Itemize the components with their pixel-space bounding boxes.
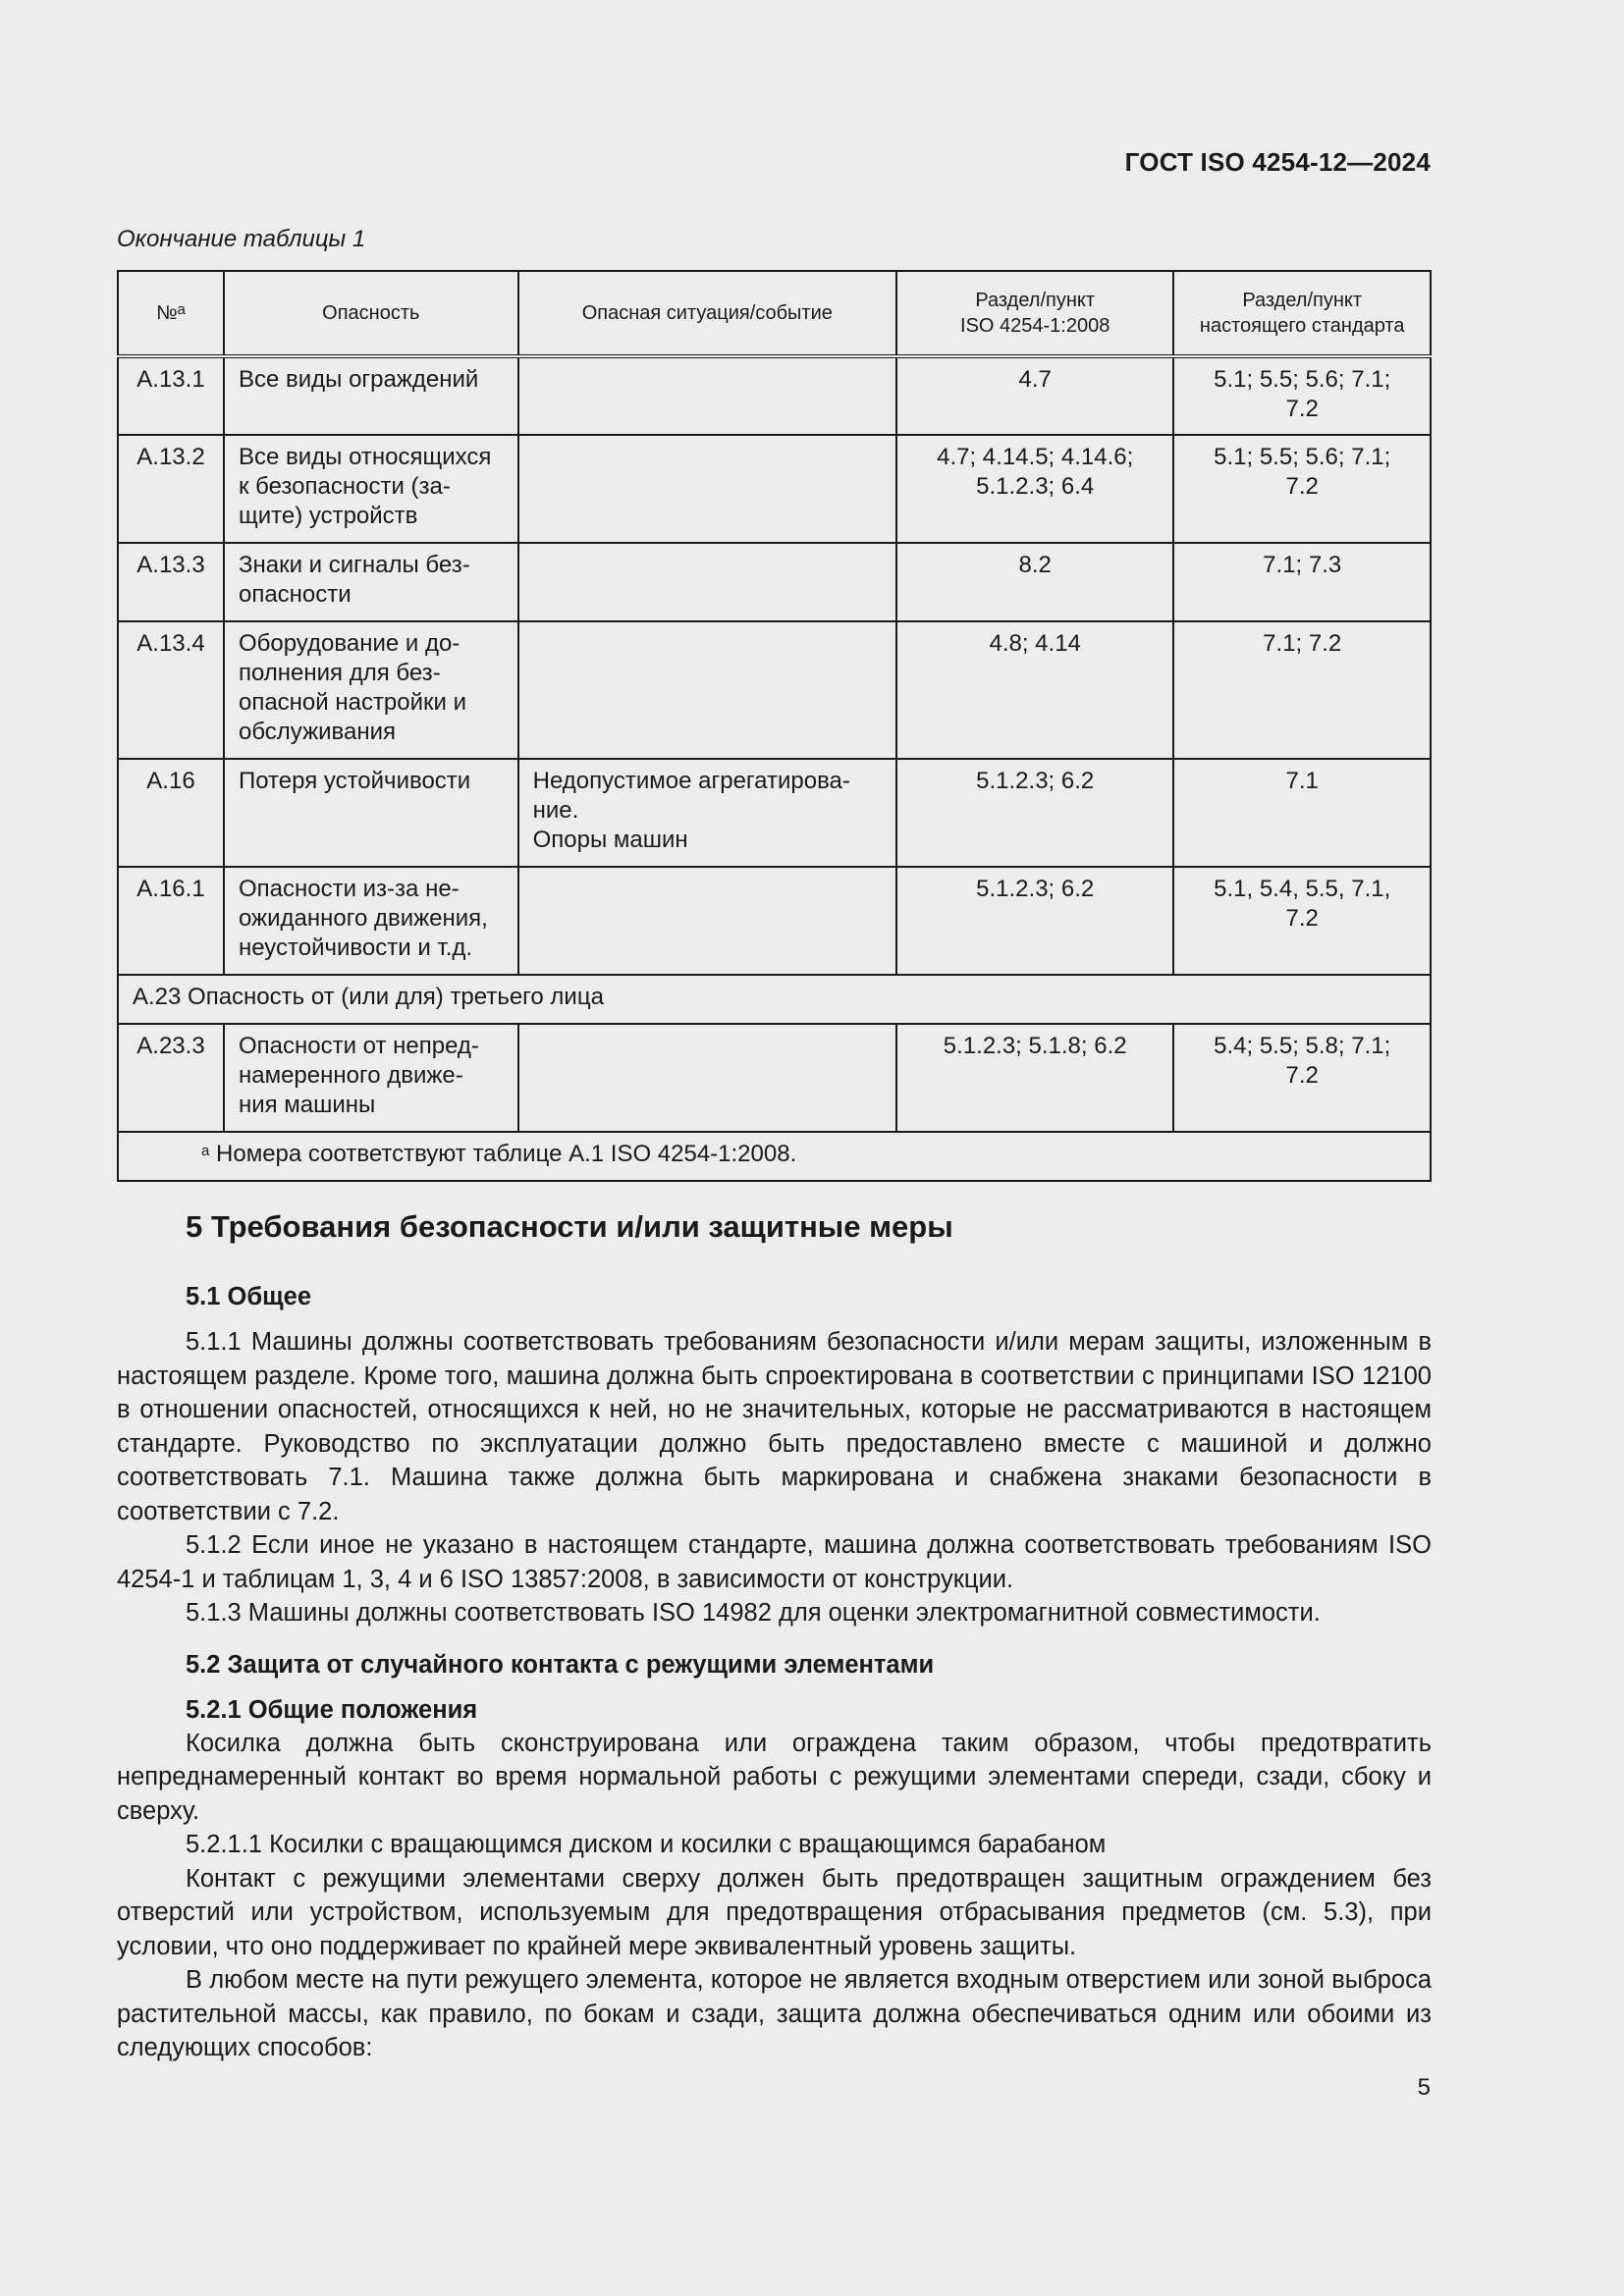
- col-header-hazard: Опасность: [224, 271, 518, 356]
- cell-situation: [518, 1024, 896, 1132]
- cell-std-clause: 7.1; 7.3: [1173, 543, 1431, 621]
- col-header-std-clause: Раздел/пункт настоящего стандарта: [1173, 271, 1431, 356]
- cell-hazard: Оборудование и до- полнения для без- опасной настройки и обслуживания: [224, 621, 518, 759]
- cell-situation: [518, 867, 896, 975]
- table-row: [118, 543, 1431, 621]
- paragraph-5-2-1-1-a: Контакт с режущими элементами сверху должен быть предотвращен защитным ограждением без отверстий или устройством, используемым для предотвращения отбрасывания предметов (см. 5.3), при условии, что оно поддерживает по крайней мере эквивалентный уровень защиты.: [117, 1864, 1432, 1960]
- cell-hazard: Все виды ограждений: [224, 356, 518, 435]
- paragraph-5-2-1-1-b: В любом месте на пути режущего элемента, которое не является входным отверстием или зоной выброса растительной массы, как правило, по бокам и сзади, защита должна обеспечиваться одним или обоими из следующих способов:: [117, 1966, 1432, 2061]
- table-header-row: [118, 271, 1431, 356]
- cell-num: А.13.2: [118, 435, 224, 543]
- cell-std-clause: 7.1: [1173, 759, 1431, 867]
- cell-num: А.16.1: [118, 867, 224, 975]
- cell-iso-clause: 5.1.2.3; 6.2: [896, 759, 1173, 867]
- section-5-title: 5 Требования безопасности и/или защитные меры: [186, 1209, 953, 1244]
- cell-std-clause: 5.1; 5.5; 5.6; 7.1; 7.2: [1173, 435, 1431, 543]
- paragraph-5-2-1: Косилка должна быть сконструирована или ограждена таким образом, чтобы предотвратить непреднамеренный контакт во время нормальной работы с режущими элементами спереди, сзади, сбоку и сверху.: [117, 1729, 1432, 1825]
- section-heading-cell: А.23 Опасность от (или для) третьего лица: [118, 975, 1431, 1024]
- cell-std-clause: 5.4; 5.5; 5.8; 7.1; 7.2: [1173, 1024, 1431, 1132]
- cell-situation: Недопустимое агрегатирова- ние. Опоры машин: [518, 759, 896, 867]
- table-row: [118, 867, 1431, 975]
- cell-hazard: Знаки и сигналы без- опасности: [224, 543, 518, 621]
- col-header-situation: Опасная ситуация/событие: [518, 271, 896, 356]
- hazards-table: [117, 270, 1432, 1182]
- cell-iso-clause: 5.1.2.3; 6.2: [896, 867, 1173, 975]
- paragraph-5-1-1: 5.1.1 Машины должны соответствовать требованиям безопасности и/или мерам защиты, изложенным в настоящем разделе. Кроме того, машина должна быть спроектирована в соответствии с принципами ISO 12100 в отношении опасностей, относящихся к ней, но не значительных, которые не рассматриваются в настоящем стандарте. Руководство по эксплуатации должно быть предоставлено вместе с машиной и должно соответствовать 7.1. Машина также должна быть маркирована и снабжена знаками безопасности в соответствии с 7.2.: [117, 1328, 1432, 1525]
- section-5-2-1-title: 5.2.1 Общие положения: [186, 1695, 478, 1724]
- cell-iso-clause: 8.2: [896, 543, 1173, 621]
- cell-hazard: Потеря устойчивости: [224, 759, 518, 867]
- cell-hazard: Опасности из-за не- ожиданного движения, неустойчивости и т.д.: [224, 867, 518, 975]
- cell-hazard: Все виды относящихся к безопасности (за- щите) устройств: [224, 435, 518, 543]
- section-5-body: [117, 1196, 1432, 2065]
- cell-iso-clause: 5.1.2.3; 5.1.8; 6.2: [896, 1024, 1173, 1132]
- section-5-1-title: 5.1 Общее: [186, 1283, 311, 1310]
- paragraph-5-1-2: 5.1.2 Если иное не указано в настоящем стандарте, машина должна соответствовать требованиям ISO 4254-1 и таблицам 1, 3, 4 и 6 ISO 13857:2008, в зависимости от конструкции.: [117, 1531, 1432, 1593]
- cell-std-clause: 5.1, 5.4, 5.5, 7.1, 7.2: [1173, 867, 1431, 975]
- table-footnote-row: [118, 1132, 1431, 1181]
- page-number: 5: [1417, 2074, 1431, 2101]
- cell-num: А.13.4: [118, 621, 224, 759]
- col-header-iso-clause: Раздел/пункт ISO 4254-1:2008: [896, 271, 1173, 356]
- cell-situation: [518, 435, 896, 543]
- cell-situation: [518, 356, 896, 435]
- cell-num: А.23.3: [118, 1024, 224, 1132]
- cell-std-clause: 7.1; 7.2: [1173, 621, 1431, 759]
- table-footnote: $^a$ Номера соответствуют таблице А.1 ISO 4254-1:2008.: [118, 1132, 1431, 1181]
- table-caption: Окончание таблицы 1: [117, 226, 366, 252]
- table-row: [118, 621, 1431, 759]
- cell-num: А.16: [118, 759, 224, 867]
- cell-iso-clause: 4.7: [896, 356, 1173, 435]
- cell-num: А.13.3: [118, 543, 224, 621]
- table-row: [118, 759, 1431, 867]
- section-5-2-title: 5.2 Защита от случайного контакта с режущими элементами: [186, 1650, 935, 1679]
- paragraph-5-2-1-1: 5.2.1.1 Косилки с вращающимся диском и косилки с вращающимся барабаном: [186, 1831, 1107, 1858]
- cell-iso-clause: 4.7; 4.14.5; 4.14.6; 5.1.2.3; 6.4: [896, 435, 1173, 543]
- paragraph-5-1-3: 5.1.3 Машины должны соответствовать ISO 14982 для оценки электромагнитной совместимости.: [186, 1599, 1321, 1627]
- cell-std-clause: 5.1; 5.5; 5.6; 7.1; 7.2: [1173, 356, 1431, 435]
- table-row: [118, 356, 1431, 435]
- cell-situation: [518, 621, 896, 759]
- col-header-num: №$^a$: [118, 271, 224, 356]
- cell-iso-clause: 4.8; 4.14: [896, 621, 1173, 759]
- cell-situation: [518, 543, 896, 621]
- cell-num: А.13.1: [118, 356, 224, 435]
- table-section-row: [118, 975, 1431, 1024]
- cell-hazard: Опасности от непред- намеренного движе- ния машины: [224, 1024, 518, 1132]
- table-row: [118, 435, 1431, 543]
- document-header: ГОСТ ISO 4254-12—2024: [1124, 147, 1431, 177]
- table-row: [118, 1024, 1431, 1132]
